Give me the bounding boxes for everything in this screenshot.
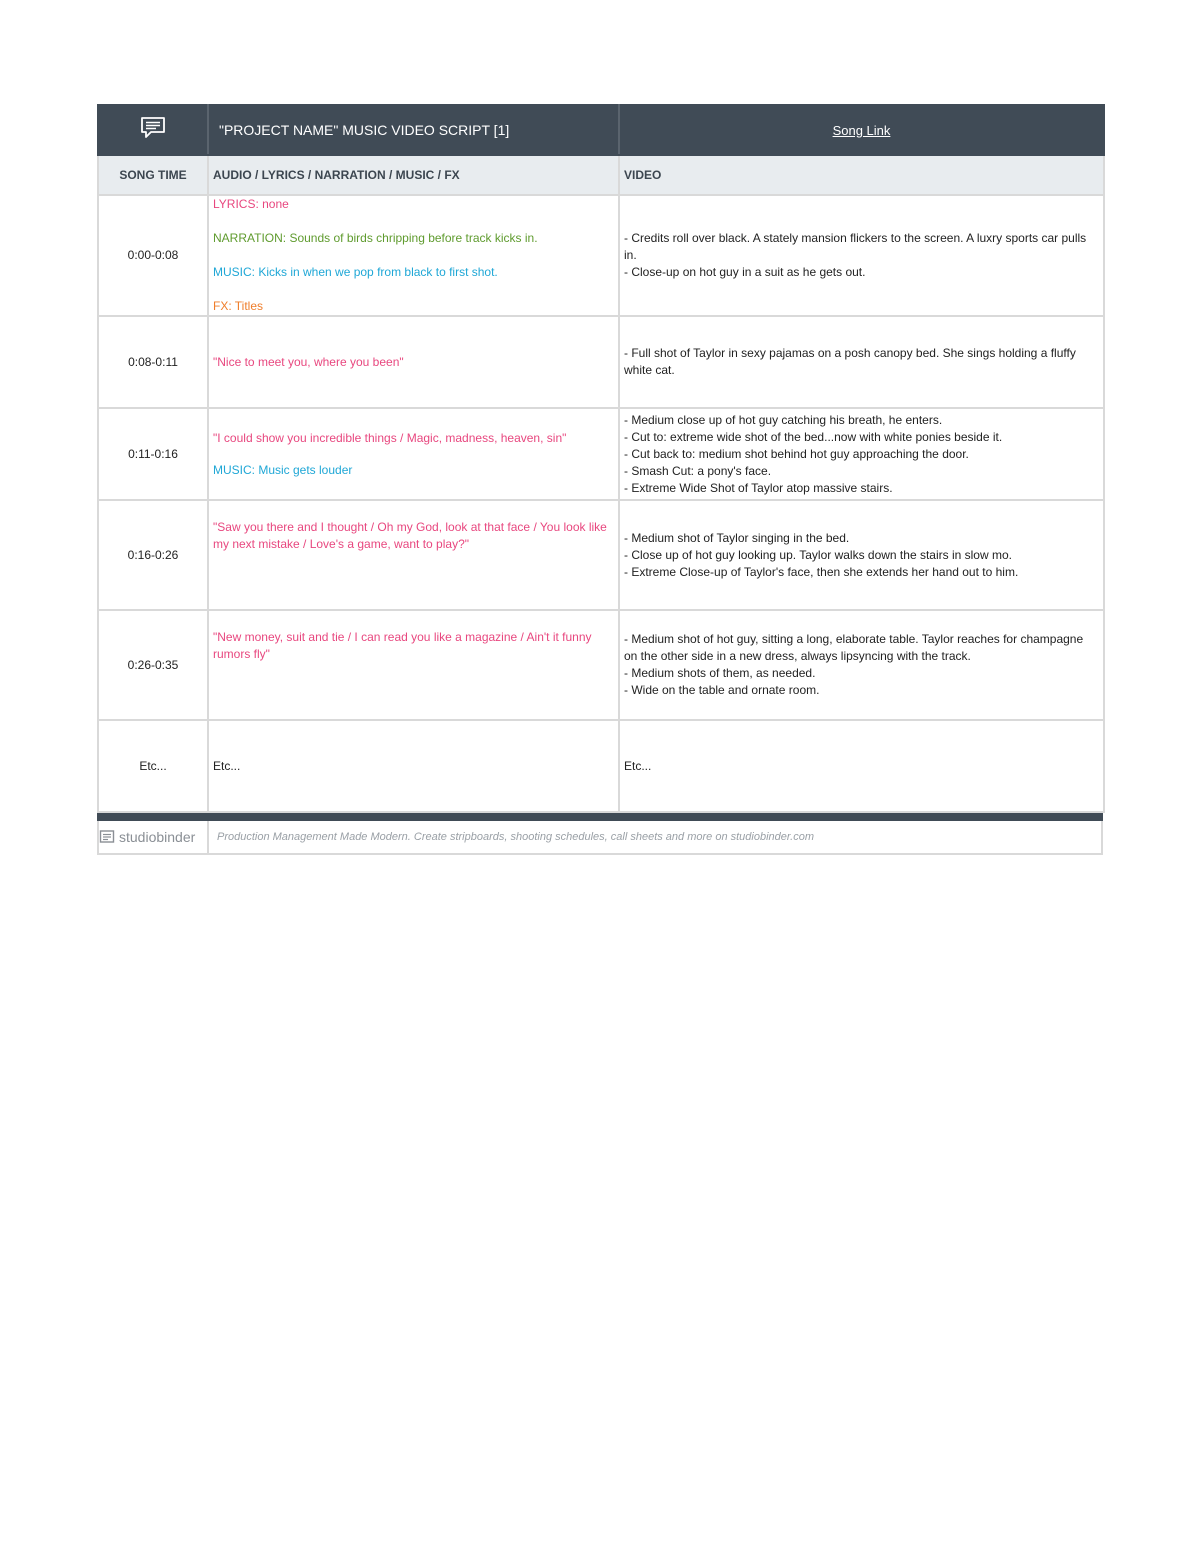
- audio-cell: [208, 316, 619, 408]
- video-line: - Medium close up of hot guy catching his breath, he enters.: [624, 412, 943, 427]
- column-header-song-time: SONG TIME: [98, 155, 208, 195]
- video-cell: [619, 408, 1104, 500]
- audio-cell: [208, 408, 619, 500]
- footer-divider: [97, 813, 1103, 821]
- audio-cell: Etc...: [208, 720, 619, 812]
- video-cell: [619, 500, 1104, 610]
- table-row: [98, 316, 1104, 408]
- video-line: - Credits roll over black. A stately mansion flickers to the screen. A luxry sports car pulls in.: [624, 231, 1087, 262]
- video-line: - Close-up on hot guy in a suit as he gets out.: [624, 265, 866, 279]
- video-cell: [619, 195, 1104, 316]
- video-line: - Full shot of Taylor in sexy pajamas on a posh canopy bed. She sings holding a fluffy white cat.: [624, 346, 1076, 377]
- song-link[interactable]: Song Link: [832, 122, 891, 138]
- title-row: [98, 105, 1104, 155]
- audio-cell: [208, 195, 619, 316]
- video-cell: [619, 610, 1104, 720]
- video-line: - Cut back to: medium shot behind hot guy approaching the door.: [624, 446, 969, 461]
- song-time-cell: Etc...: [98, 720, 208, 812]
- video-cell: [619, 720, 1104, 812]
- column-header-audio: AUDIO / LYRICS / NARRATION / MUSIC / FX: [208, 155, 619, 195]
- table-row: [98, 195, 1104, 316]
- fx-text: FX: Titles: [213, 299, 264, 313]
- table-row: [98, 408, 1104, 500]
- music-text: MUSIC: Kicks in when we pop from black to first shot.: [213, 265, 498, 279]
- audio-cell: [208, 500, 619, 610]
- table-row: [98, 610, 1104, 720]
- video-cell: [619, 316, 1104, 408]
- video-line: - Smash Cut: a pony's face.: [624, 463, 772, 478]
- studiobinder-logo: [99, 821, 209, 853]
- footer-tagline: Production Management Made Modern. Create stripboards, shooting schedules, call sheets and more on studiobinder.com: [217, 831, 814, 843]
- lyrics-text: "I could show you incredible things / Magic, madness, heaven, sin": [213, 430, 567, 445]
- song-link-cell: [619, 105, 1104, 155]
- video-line: - Wide on the table and ornate room.: [624, 683, 820, 697]
- script-sheet: [97, 104, 1103, 855]
- narration-text: NARRATION: Sounds of birds chripping before track kicks in.: [213, 231, 538, 245]
- page-title: "PROJECT NAME" MUSIC VIDEO SCRIPT [1]: [208, 105, 619, 155]
- lyrics-text: "Nice to meet you, where you been": [213, 354, 404, 369]
- column-header-row: [98, 155, 1104, 195]
- video-line: - Medium shot of Taylor singing in the bed.: [624, 530, 850, 545]
- script-table: [97, 104, 1105, 813]
- music-text: MUSIC: Music gets louder: [213, 462, 353, 477]
- logo-text: studiobinder: [119, 829, 196, 845]
- speech-bubble-icon: [139, 128, 167, 144]
- song-time-cell: 0:11-0:16: [98, 408, 208, 500]
- video-line: - Cut to: extreme wide shot of the bed...now with white ponies beside it.: [624, 429, 1003, 444]
- video-line: - Medium shot of hot guy, sitting a long, elaborate table. Taylor reaches for champagne on the other side in a new dress, always lipsyncing with the track.: [624, 632, 1084, 663]
- audio-cell: [208, 610, 619, 720]
- column-header-video: VIDEO: [619, 155, 1104, 195]
- video-line: - Close up of hot guy looking up. Taylor walks down the stairs in slow mo.: [624, 547, 1012, 562]
- video-line: - Medium shots of them, as needed.: [624, 666, 816, 680]
- song-time-cell: 0:08-0:11: [98, 316, 208, 408]
- table-row: [98, 720, 1104, 812]
- lyrics-text: "Saw you there and I thought / Oh my God, look at that face / You look like my next mistake / Love's a game, want to play?": [213, 520, 607, 551]
- lyrics-text: LYRICS: none: [213, 197, 289, 211]
- song-time-cell: 0:16-0:26: [98, 500, 208, 610]
- clapperboard-icon: [99, 828, 115, 847]
- video-line: - Extreme Wide Shot of Taylor atop massive stairs.: [624, 480, 893, 495]
- footer: [97, 821, 1103, 855]
- song-time-cell: 0:00-0:08: [98, 195, 208, 316]
- script-icon-cell: [98, 105, 208, 155]
- lyrics-text: "New money, suit and tie / I can read you like a magazine / Ain't it funny rumors fly": [213, 630, 592, 661]
- song-time-cell: 0:26-0:35: [98, 610, 208, 720]
- table-row: [98, 500, 1104, 610]
- video-line: - Extreme Close-up of Taylor's face, then she extends her hand out to him.: [624, 564, 1019, 579]
- video-line: Etc...: [624, 758, 652, 773]
